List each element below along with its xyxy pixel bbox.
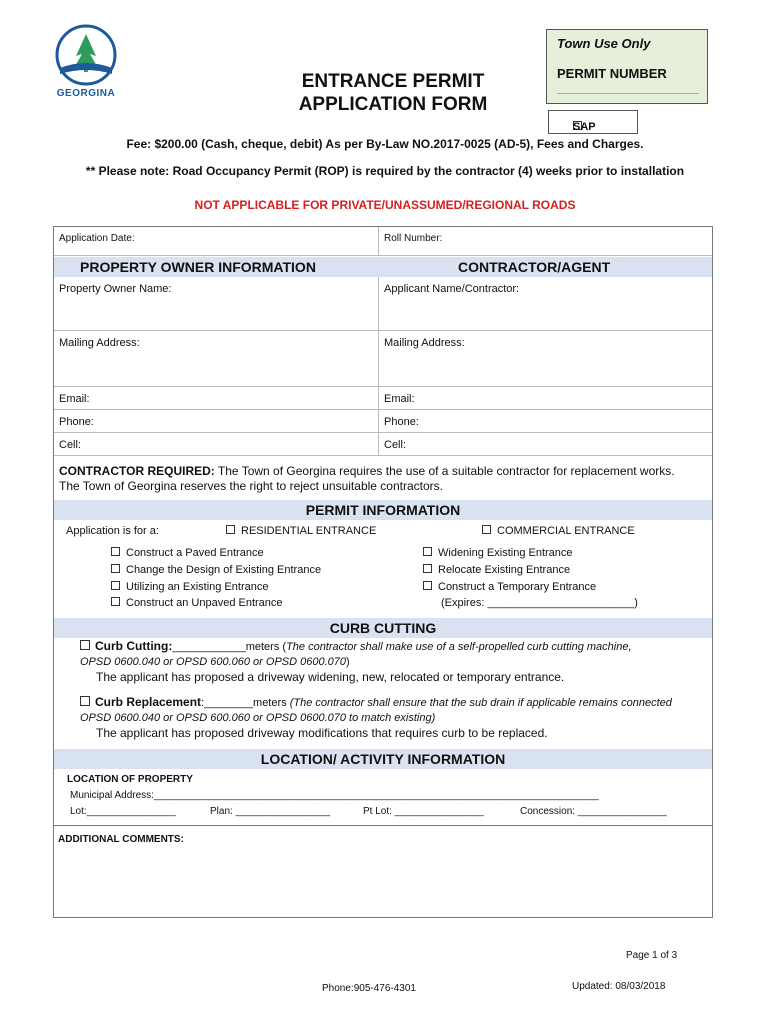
additional-comments-field[interactable]: [54, 847, 712, 915]
logo-text: GEORGINA: [56, 88, 116, 99]
mailing-row: [54, 331, 712, 387]
application-form: [53, 226, 713, 918]
contractor-phone-field[interactable]: Phone:: [384, 416, 419, 428]
sap-box: SAP: [548, 110, 638, 134]
option-existing[interactable]: Utilizing an Existing Entrance: [111, 581, 268, 593]
owner-section-title: PROPERTY OWNER INFORMATION: [80, 259, 316, 275]
option-widening[interactable]: Widening Existing Entrance: [423, 547, 573, 559]
curb-section-title: CURB CUTTING: [54, 618, 712, 638]
permit-number-label: PERMIT NUMBER: [557, 66, 667, 81]
email-row: [54, 387, 712, 410]
lot-field[interactable]: Lot:________________: [70, 806, 176, 817]
cell-row: [54, 433, 712, 456]
concession-field[interactable]: Concession: ________________: [520, 806, 667, 817]
permit-section-title: PERMIT INFORMATION: [54, 500, 712, 520]
owner-mailing-field[interactable]: Mailing Address:: [54, 331, 379, 386]
additional-comments-label: ADDITIONAL COMMENTS:: [58, 834, 184, 845]
contractor-section-title: CONTRACTOR/AGENT: [458, 259, 611, 275]
curb-cutting-checkbox[interactable]: [80, 641, 95, 653]
owner-name-field[interactable]: Property Owner Name:: [54, 277, 379, 330]
footer-updated: Updated: 08/03/2018: [572, 981, 666, 992]
footer-phone: Phone:905-476-4301: [322, 983, 416, 994]
permit-number-field[interactable]: [557, 93, 699, 94]
option-relocate[interactable]: Relocate Existing Entrance: [423, 564, 570, 576]
option-temporary[interactable]: Construct a Temporary Entrance: [423, 581, 596, 593]
location-heading: LOCATION OF PROPERTY: [67, 774, 193, 785]
expires-field[interactable]: (Expires: ________________________): [441, 597, 638, 609]
owner-cell-field[interactable]: Cell:: [54, 433, 379, 455]
contractor-required-text: CONTRACTOR REQUIRED: The Town of Georgina requires the use of a suitable contractor for replacement works. The Town of Georgina reserves the right to reject unsuitable contractors.: [59, 464, 675, 493]
application-date-field[interactable]: Application Date:: [54, 227, 379, 255]
commercial-checkbox[interactable]: COMMERCIAL ENTRANCE: [482, 525, 635, 537]
names-row: [54, 277, 712, 331]
town-use-only-label: Town Use Only: [557, 36, 651, 51]
option-paved[interactable]: Construct a Paved Entrance: [111, 547, 264, 559]
divider: [54, 825, 712, 826]
option-change-design[interactable]: Change the Design of Existing Entrance: [111, 564, 321, 576]
town-use-only-box: [546, 29, 708, 104]
option-unpaved[interactable]: Construct an Unpaved Entrance: [111, 597, 283, 609]
fee-text: Fee: $200.00 (Cash, cheque, debit) As per By-Law NO.2017-0025 (AD-5), Fees and Charges.: [126, 137, 644, 151]
owner-email-field[interactable]: Email:: [54, 387, 379, 409]
owner-contractor-header: [54, 257, 712, 277]
owner-phone-field[interactable]: Phone:: [54, 410, 379, 432]
plan-field[interactable]: Plan: _________________: [210, 806, 331, 817]
contractor-email-field[interactable]: Email:: [384, 393, 415, 405]
phone-row: [54, 410, 712, 433]
contractor-mailing-field[interactable]: Mailing Address:: [384, 337, 465, 349]
location-section-title: LOCATION/ ACTIVITY INFORMATION: [54, 749, 712, 769]
applicant-name-field[interactable]: Applicant Name/Contractor:: [384, 283, 520, 295]
pt-lot-field[interactable]: Pt Lot: ________________: [363, 806, 484, 817]
residential-checkbox[interactable]: RESIDENTIAL ENTRANCE: [226, 525, 376, 537]
rop-note: ** Please note: Road Occupancy Permit (ROP) is required by the contractor (4) weeks prior to installation: [85, 164, 685, 178]
date-roll-row: [54, 227, 712, 256]
curb-replacement-checkbox[interactable]: [80, 697, 95, 709]
page-title: ENTRANCE PERMIT APPLICATION FORM: [298, 71, 488, 115]
contractor-cell-field[interactable]: Cell:: [384, 439, 407, 451]
not-applicable-warning: NOT APPLICABLE FOR PRIVATE/UNASSUMED/REGIONAL ROADS: [194, 198, 576, 212]
page-number: Page 1 of 3: [626, 950, 678, 961]
application-for-label: Application is for a:: [66, 525, 159, 537]
curb-replacement-block: Curb Replacement:________meters (The contractor shall ensure that the sub drain if applicable remains connected OPSD 0600.040 or OPSD 600.060 or OPSD 0600.070 to match existing) The applicant has proposed driveway modifications that requires curb to be replaced.: [80, 695, 672, 740]
curb-cutting-block: Curb Cutting:____________meters (The contractor shall make use of a self-propelled curb cutting machine, OPSD 0600.040 or OPSD 600.060 or OPSD 0600.070) The applicant has proposed a driveway widening, new, relocated or temporary entrance.: [80, 639, 632, 684]
municipal-address-field[interactable]: Municipal Address:________________________________________________________________________________: [70, 790, 599, 801]
roll-number-field[interactable]: Roll Number:: [384, 233, 443, 244]
